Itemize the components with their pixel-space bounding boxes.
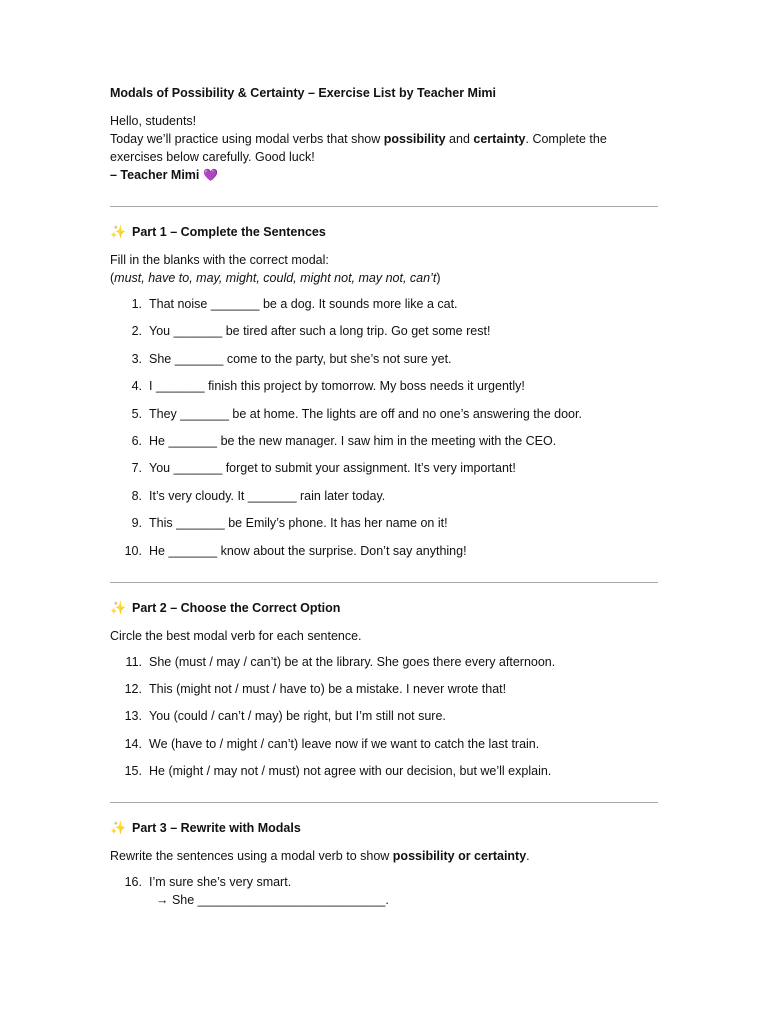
item-number: 10. (124, 543, 142, 558)
modal-options-list: must, have to, may, might, could, might not, may not, can’t (114, 271, 437, 285)
part-1-instruction-text: Fill in the blanks with the correct modal: (110, 253, 329, 267)
part-3-instruction-end: . (526, 849, 530, 864)
item-number: 14. (124, 736, 142, 751)
intro-text (110, 130, 658, 166)
signature-line (110, 166, 658, 184)
item-text: You _______ forget to submit your assignment. It’s very important! (149, 461, 516, 476)
exercise-item (110, 350, 658, 368)
item-text: I’m sure she’s very smart. (149, 875, 292, 890)
exercise-item (110, 542, 658, 560)
part-2-heading (110, 599, 658, 617)
signature: – Teacher Mimi (110, 168, 200, 182)
part-3-instructions (110, 847, 658, 865)
section-divider (110, 802, 658, 803)
item-text: I _______ finish this project by tomorrow. My boss needs it urgently! (149, 379, 525, 394)
section-divider (110, 206, 658, 207)
item-text: This _______ be Emily’s phone. It has her name on it! (149, 516, 448, 531)
item-text: This (might not / must / have to) be a mistake. I never wrote that! (149, 681, 507, 696)
item-text: She (must / may / can’t) be at the library. She goes there every afternoon. (149, 654, 556, 669)
part-3-title: Part 3 – Rewrite with Modals (132, 821, 301, 836)
exercise-item (110, 322, 658, 340)
item-text: That noise _______ be a dog. It sounds more like a cat. (149, 297, 458, 311)
part-1-instructions (110, 251, 658, 287)
section-divider (110, 582, 658, 583)
item-number: 6. (131, 433, 142, 448)
item-text: She _______ come to the party, but she’s not sure yet. (149, 351, 452, 366)
exercise-item (110, 405, 658, 423)
part-2-section (110, 599, 658, 781)
part-2-title: Part 2 – Choose the Correct Option (132, 600, 341, 615)
item-text: You _______ be tired after such a long trip. Go get some rest! (149, 324, 491, 339)
item-number: 13. (124, 709, 142, 724)
part-3-section (110, 819, 658, 909)
item-text: We (have to / might / can’t) leave now if we want to catch the last train. (149, 736, 540, 751)
item-number: 1. (131, 297, 142, 311)
keyword-certainty: certainty (473, 132, 526, 146)
options-open-paren: ( (110, 271, 115, 285)
exercise-item (110, 653, 658, 671)
item-number: 16. (124, 875, 142, 890)
part-2-list (110, 653, 658, 781)
part-1-section (110, 223, 658, 560)
exercise-item (110, 459, 658, 477)
exercise-item (110, 873, 658, 891)
exercise-item (110, 707, 658, 725)
item-text: He _______ know about the surprise. Don’t say anything! (149, 543, 467, 558)
exercise-item (110, 735, 658, 753)
item-number: 3. (131, 351, 142, 366)
exercise-item (110, 432, 658, 450)
item-text: He (might / may not / must) not agree with our decision, but we’ll explain. (149, 764, 552, 779)
intro-text-start: Today we’ll practice using modal verbs that show (110, 132, 384, 146)
sparkles-icon: ✨ (110, 599, 127, 615)
part-3-heading (110, 819, 658, 837)
item-number: 8. (131, 488, 142, 503)
item-number: 12. (124, 681, 142, 696)
sparkles-icon: ✨ (110, 820, 127, 836)
keyword-possibility: possibility (383, 132, 446, 146)
part-1-list (110, 295, 658, 560)
exercise-item (110, 295, 658, 313)
part-3-instruction-start: Rewrite the sentences using a modal verb to show (110, 849, 393, 864)
item-text: You (could / can’t / may) be right, but I’m still not sure. (149, 709, 446, 724)
greeting: Hello, students! (110, 114, 197, 128)
keyword-possibility-or-certainty: possibility or certainty (392, 849, 527, 864)
item-number: 11. (125, 654, 142, 669)
modal-options (110, 269, 658, 287)
item-number: 9. (131, 516, 142, 531)
item-text: It’s very cloudy. It _______ rain later today. (149, 488, 386, 503)
intro-block (110, 112, 658, 184)
answer-line: → She ___________________________. (156, 893, 389, 908)
item-text: He _______ be the new manager. I saw him in the meeting with the CEO. (149, 433, 557, 448)
exercise-item (110, 514, 658, 532)
exercise-item (110, 377, 658, 395)
exercise-item (110, 487, 658, 505)
intro-text-end: . Complete the exercises below carefully. Good luck! (110, 132, 607, 164)
sparkles-icon: ✨ (110, 224, 127, 239)
document-title: Modals of Possibility & Certainty – Exercise List by Teacher Mimi (110, 86, 496, 100)
item-number: 2. (131, 324, 142, 339)
item-number: 15. (124, 764, 142, 779)
part-3-list (110, 873, 658, 891)
part-2-instructions: Circle the best modal verb for each sentence. (110, 628, 362, 643)
exercise-item (110, 680, 658, 698)
worksheet-page (110, 84, 658, 909)
exercise-item (110, 762, 658, 780)
purple-heart-icon: 💜 (203, 168, 219, 182)
item-number: 7. (131, 461, 142, 476)
part-1-heading (110, 223, 658, 241)
item-number: 4. (131, 379, 142, 394)
item-number: 5. (131, 406, 142, 421)
intro-text-and: and (445, 132, 474, 146)
item-text: They _______ be at home. The lights are off and no one’s answering the door. (149, 406, 582, 421)
part-1-title: Part 1 – Complete the Sentences (132, 225, 326, 239)
options-close-paren: ) (436, 271, 441, 285)
